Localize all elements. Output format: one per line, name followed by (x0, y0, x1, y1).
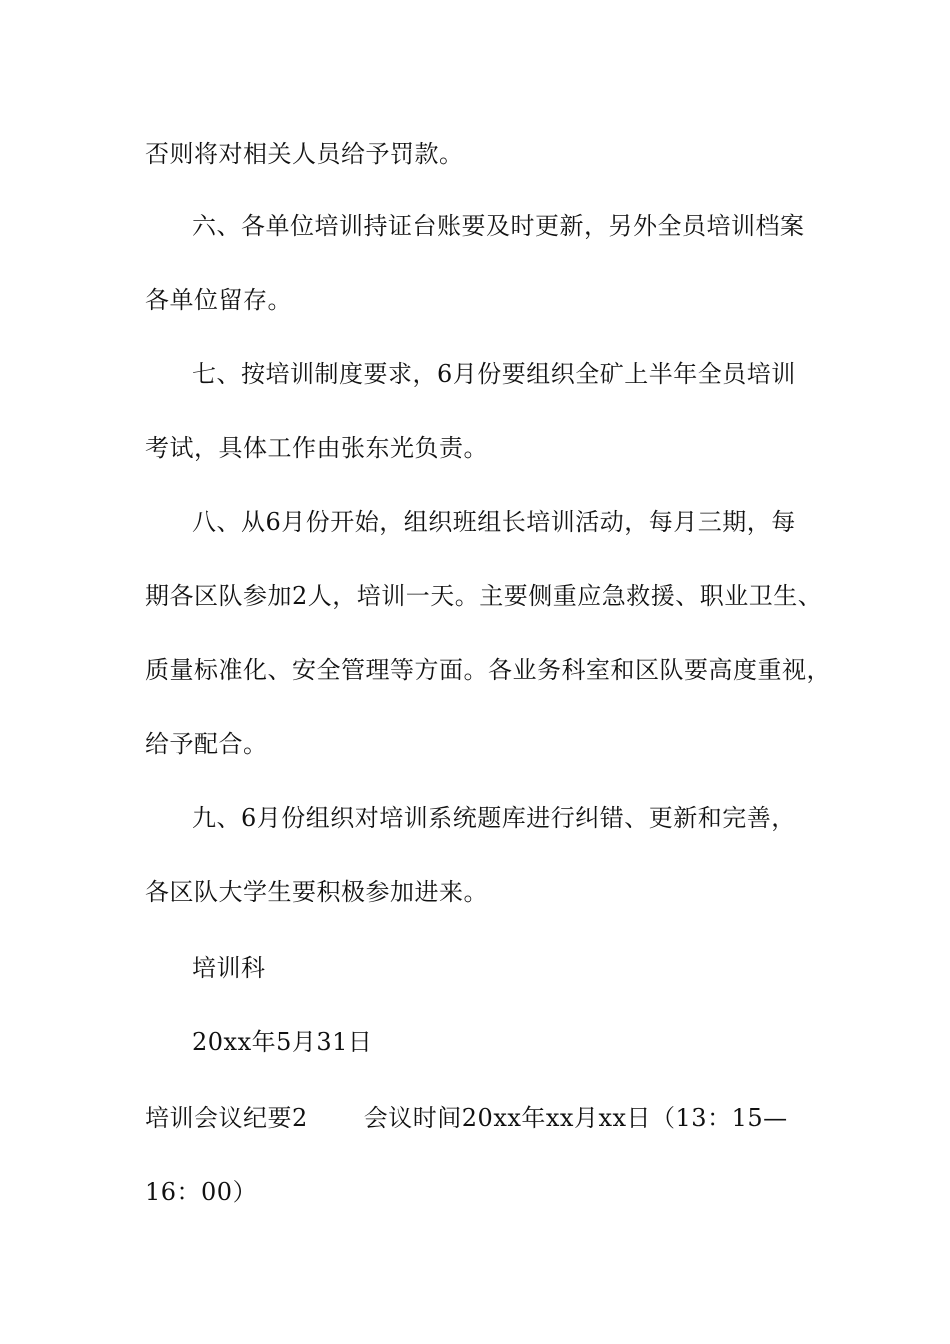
text-line: 八、从6月份开始，组织班组长培训活动，每月三期，每 (192, 508, 796, 536)
text-line: 六、各单位培训持证台账要及时更新，另外全员培训档案 (192, 212, 805, 240)
text-line: 九、6月份组织对培训系统题库进行纠错、更新和完善， (192, 804, 796, 832)
meeting-time-end: 16：00） (145, 1178, 258, 1206)
section-heading-line (145, 1102, 815, 1134)
text-line: 给予配合。 (145, 730, 268, 758)
text-line: 期各区队参加2人，培训一天。主要侧重应急救援、职业卫生、 (145, 582, 823, 610)
text-line: 考试，具体工作由张东光负责。 (145, 434, 488, 462)
section-title: 培训会议纪要2 (145, 1104, 308, 1132)
text-line: 各单位留存。 (145, 286, 292, 314)
text-line: 否则将对相关人员给予罚款。 (145, 140, 464, 168)
signature-date: 20xx年5月31日 (192, 1028, 373, 1056)
text-line: 各区队大学生要积极参加进来。 (145, 878, 488, 906)
meeting-time: 会议时间20xx年xx月xx日（13：15— (363, 1104, 788, 1132)
text-line: 七、按培训制度要求，6月份要组织全矿上半年全员培训 (192, 360, 796, 388)
text-line: 质量标准化、安全管理等方面。各业务科室和区队要高度重视， (145, 656, 831, 684)
signature-department: 培训科 (192, 954, 266, 982)
